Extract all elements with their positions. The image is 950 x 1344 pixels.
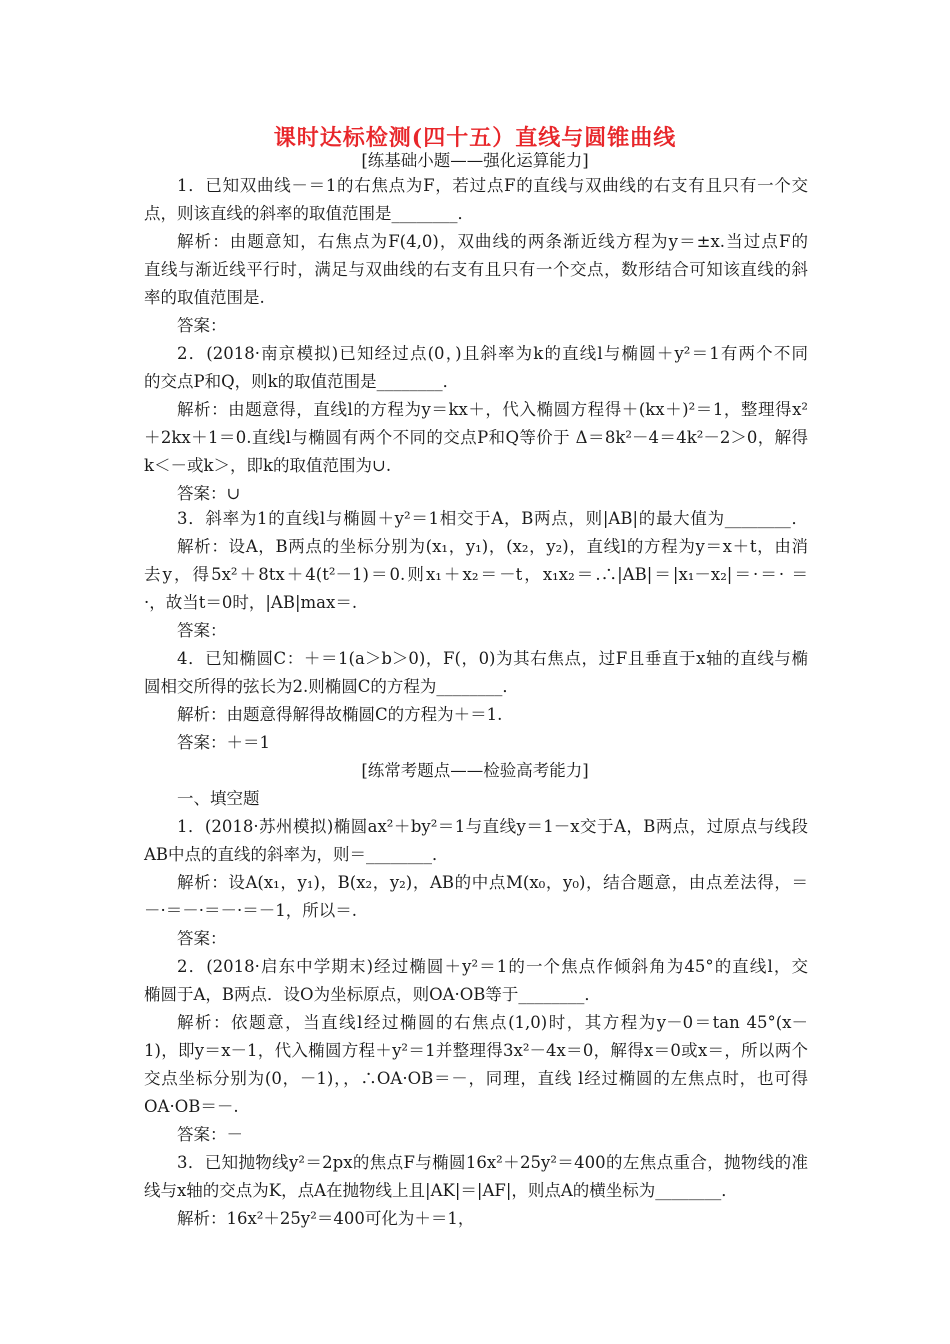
- text-line: ＋2kx＋1＝0.直线l与椭圆有两个不同的交点P和Q等价于 Δ＝8k²－4＝4k²－2＞0，解得: [144, 428, 808, 447]
- text-line: 答案：－: [177, 1125, 243, 1144]
- text-line: 率的取值范围是.: [144, 288, 265, 307]
- text-line: 3．已知抛物线y²＝2px的焦点F与椭圆16x²＋25y²＝400的左焦点重合，抛物线的准: [177, 1153, 808, 1172]
- text-line: 点，则该直线的斜率的取值范围是________．: [144, 204, 474, 223]
- text-line: 答案：: [177, 621, 227, 640]
- text-line: 一、填空题: [177, 789, 260, 808]
- text-line: OA·OB＝－.: [144, 1097, 239, 1116]
- text-line: 直线与渐近线平行时，满足与双曲线的右支有且只有一个交点，数形结合可知该直线的斜: [144, 260, 808, 279]
- text-line: 解析：由题意得，直线l的方程为y＝kx＋，代入椭圆方程得＋(kx＋)²＝1，整理得x²: [177, 400, 808, 419]
- text-line: 解析：由题意知，右焦点为F(4,0)，双曲线的两条渐近线方程为y＝±x.当过点F的: [177, 232, 808, 251]
- text-line: 圆相交所得的弦长为2.则椭圆C的方程为________．: [144, 677, 519, 696]
- text-line: 解析：依题意，当直线l经过椭圆的右焦点(1,0)时，其方程为y－0＝tan 45°(x－: [177, 1013, 808, 1032]
- text-line: －·＝－·＝－·＝－1，所以＝.: [144, 901, 357, 920]
- text-line: 线与x轴的交点为K，点A在抛物线上且|AK|＝|AF|，则点A的横坐标为________．: [144, 1181, 738, 1200]
- text-line: 答案：: [177, 929, 227, 948]
- text-line: 1．(2018·苏州模拟)椭圆ax²＋by²＝1与直线y＝1－x交于A，B两点，过原点与线段: [177, 817, 808, 836]
- text-line: 1)，即y＝x－1，代入椭圆方程＋y²＝1并整理得3x²－4x＝0，解得x＝0或x＝，所以两个: [144, 1041, 808, 1060]
- text-line: 交点坐标分别为(0，－1)，，∴OA·OB＝－，同理，直线 l经过椭圆的左焦点时，也可得: [144, 1069, 808, 1088]
- page-title: 课时达标检测(四十五）直线与圆锥曲线: [273, 125, 677, 151]
- text-line: 1．已知双曲线－＝1的右焦点为F，若过点F的直线与双曲线的右支有且只有一个交: [177, 176, 808, 195]
- text-line: 4．已知椭圆C：＋＝1(a＞b＞0)，F(，0)为其右焦点，过F且垂直于x轴的直线与椭: [177, 649, 808, 668]
- text-line: 解析：16x²＋25y²＝400可化为＋＝1，: [177, 1209, 475, 1228]
- text-line: 解析：设A，B两点的坐标分别为(x₁，y₁)，(x₂，y₂)，直线l的方程为y＝x＋t，由消: [177, 537, 808, 556]
- text-line: 的交点P和Q，则k的取值范围是________．: [144, 372, 460, 391]
- text-line: 去y，得5x²＋8tx＋4(t²－1)＝0.则x₁＋x₂＝－t，x₁x₂＝.∴|AB|＝|x₁－x₂|＝·＝· ＝: [144, 565, 808, 584]
- text-line: AB中点的直线的斜率为，则＝________．: [144, 845, 449, 864]
- text-line: k＜－或k＞，即k的取值范围为∪.: [144, 456, 392, 475]
- text-line: 3．斜率为1的直线l与椭圆＋y²＝1相交于A，B两点，则|AB|的最大值为________．: [177, 509, 808, 528]
- text-line: 2．(2018·南京模拟)已知经过点(0，)且斜率为k的直线l与椭圆＋y²＝1有两个不同: [177, 344, 808, 363]
- text-line: 答案：∪: [177, 484, 241, 503]
- text-line: 解析：由题意得解得故椭圆C的方程为＋＝1.: [177, 705, 503, 724]
- text-line: ·，故当t＝0时，|AB|max＝.: [144, 593, 358, 612]
- text-line: 椭圆于A，B两点．设O为坐标原点，则OA·OB等于________．: [144, 985, 601, 1004]
- text-line: 答案：: [177, 316, 227, 335]
- text-line: 答案：＋＝1: [177, 733, 270, 752]
- text-line: [练基础小题——强化运算能力]: [361, 151, 589, 170]
- text-line: [练常考题点——检验高考能力]: [361, 761, 589, 780]
- text-line: 解析：设A(x₁，y₁)，B(x₂，y₂)，AB的中点M(x₀，y₀)，结合题意，由点差法得，＝: [177, 873, 808, 892]
- text-line: 2．(2018·启东中学期末)经过椭圆＋y²＝1的一个焦点作倾斜角为45°的直线l，交: [177, 957, 808, 976]
